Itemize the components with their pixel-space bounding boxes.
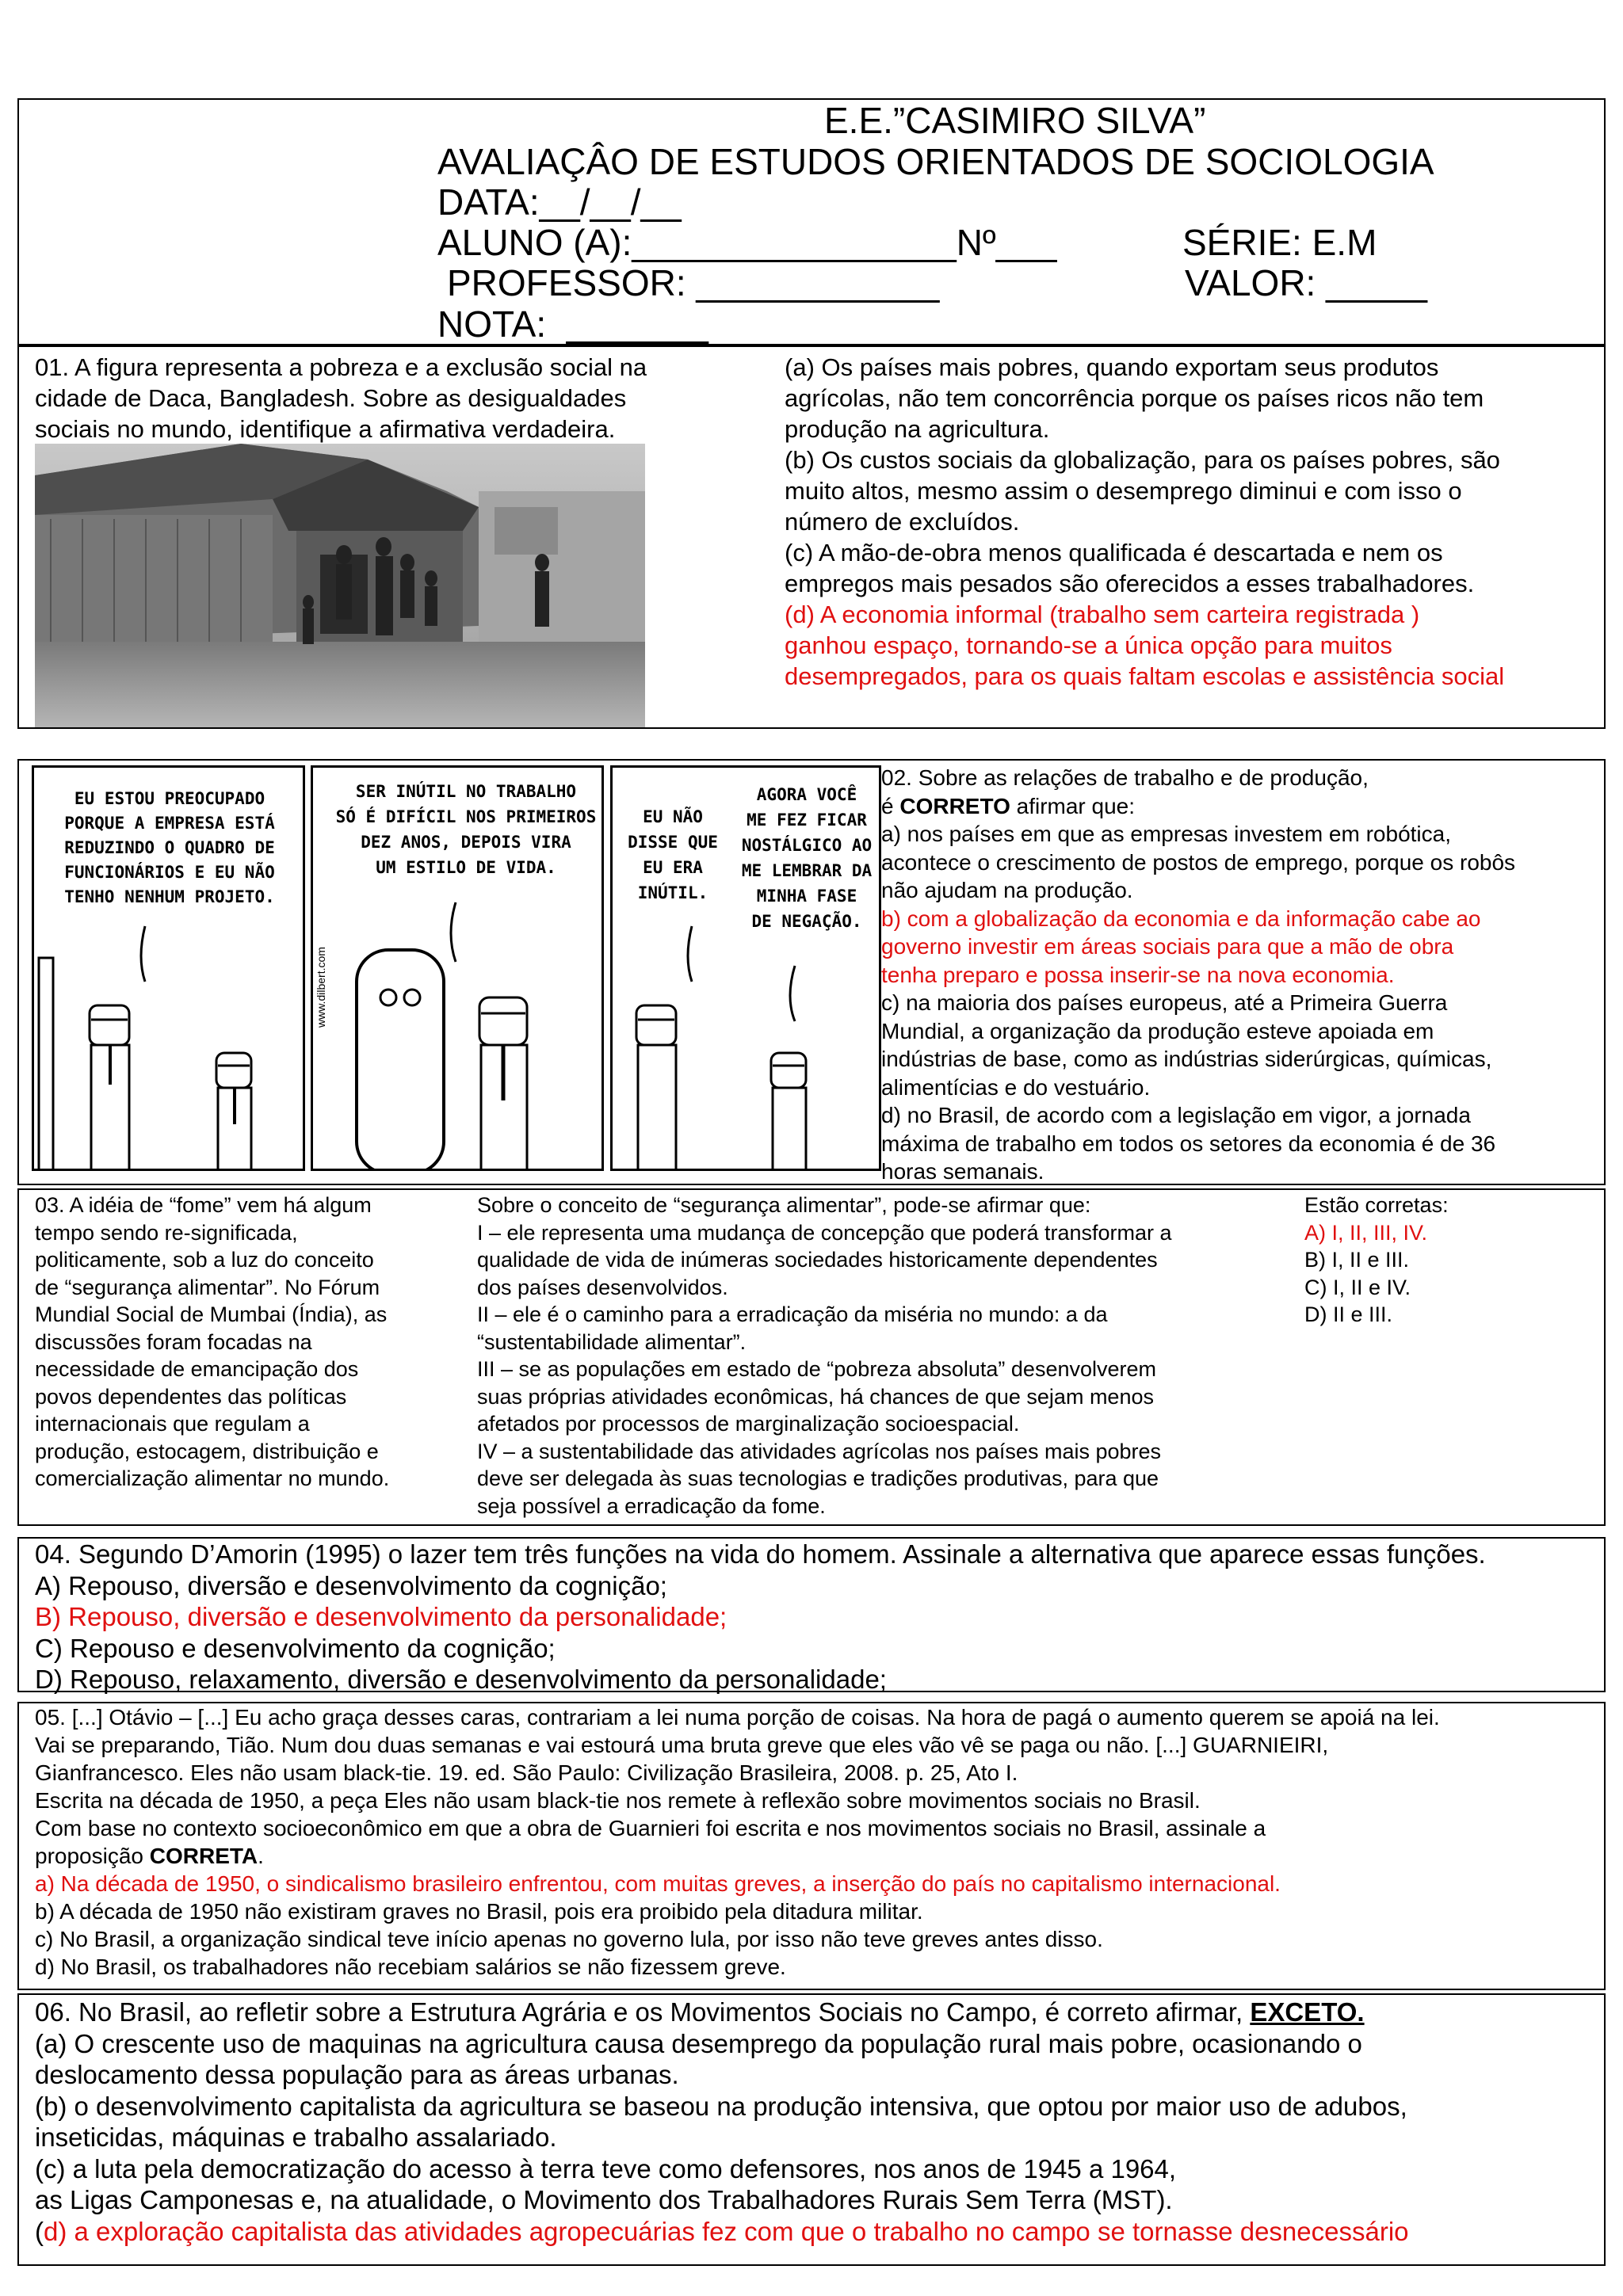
q5-stem-last — [35, 1842, 1440, 1870]
comic-panel-1 — [32, 765, 305, 1171]
q3-statement-line: II – ele é o caminho para a erradicação da miséria no mundo: a da — [477, 1302, 1108, 1326]
q4-stem: 04. Segundo D’Amorin (1995) o lazer tem três funções na vida do homem. Assinale a alternativa que aparece essas funções. — [35, 1539, 1486, 1569]
q5-line: Gianfrancesco. Eles não usam black-tie. 19. ed. São Paulo: Civilização Brasileira, 2008. p. 25, Ato I. — [35, 1760, 1018, 1785]
q5-option-d[interactable]: d) No Brasil, os trabalhadores não recebiam salários se não fizessem greve. — [35, 1955, 786, 1979]
q4-content — [35, 1539, 1486, 1695]
q3-context-line: politicamente, sob a luz do conceito — [35, 1248, 374, 1272]
comic-panel-3-text-right: AGORA VOCÊ ME FEZ FICAR NOSTÁLGICO AO ME LEMBRAR DA MINHA FASE DE NEGAÇÃO. — [741, 785, 873, 931]
q5-stem-pre: proposição — [35, 1844, 150, 1868]
q3-statement-line: qualidade de vida de inúmeras sociedades historicamente dependentes — [477, 1248, 1158, 1272]
comic-credit: www.dilbert.com — [315, 947, 327, 1028]
q3-context-line: povos dependentes das políticas — [35, 1384, 347, 1409]
q3-statement-line: “sustentabilidade alimentar”. — [477, 1329, 747, 1354]
q2-option-b-line: tenha preparo e possa inserir-se na nova economia. — [881, 962, 1395, 987]
q1-option-b-line: número de excluídos. — [785, 508, 1020, 536]
q2-option-c-line: indústrias de base, como as indústrias siderúrgicas, químicas, — [881, 1047, 1492, 1071]
q3-context-line: internacionais que regulam a — [35, 1412, 310, 1436]
q3-option-d[interactable]: D) II e III. — [1304, 1302, 1393, 1326]
q6-line: inseticidas, máquinas e trabalho assalariado. — [35, 2122, 557, 2152]
q1-option-c[interactable] — [785, 537, 1504, 599]
q2-option-b-line: b) com a globalização da economia e da informação cabe ao — [881, 906, 1481, 931]
q2-option-a-line: não ajudam na produção. — [881, 878, 1133, 902]
comic-panel-3 — [610, 765, 881, 1171]
q3-statements — [477, 1192, 1172, 1520]
q1-option-c-line: empregos mais pesados são oferecidos a esses trabalhadores. — [785, 570, 1475, 597]
q3-statement-line: III – se as populações em estado de “pobreza absoluta” desenvolverem — [477, 1357, 1157, 1381]
q4-option-d[interactable]: D) Repouso, relaxamento, diversão e desenvolvimento da personalidade; — [35, 1665, 887, 1694]
q1-option-a-line: produção na agricultura. — [785, 415, 1050, 443]
q3-context-line: 03. A idéia de “fome” vem há algum — [35, 1193, 372, 1217]
q6-stem-bold: EXCETO. — [1250, 1997, 1365, 2027]
q3-option-a-correct[interactable]: A) I, II, III, IV. — [1304, 1220, 1428, 1245]
q6-option-d-text: d) a exploração capitalista das atividades agropecuárias fez com que o trabalho no campo se tornasse desnecessário — [44, 2216, 1409, 2246]
q2-stem-pre: é — [881, 793, 900, 818]
q3-context-line: comercialização alimentar no mundo. — [35, 1466, 390, 1490]
q2-stem-bold: CORRETO — [899, 793, 1010, 818]
q1-option-b-line: (b) Os custos sociais da globalização, para os países pobres, são — [785, 446, 1500, 474]
q1-option-c-line: (c) A mão-de-obra menos qualificada é descartada e nem os — [785, 539, 1443, 566]
q1-option-d-line: desempregados, para os quais faltam escolas e assistência social — [785, 662, 1505, 690]
q1-option-d-correct[interactable] — [785, 599, 1504, 692]
q3-context-line: de “segurança alimentar”. No Fórum — [35, 1275, 380, 1299]
professor-field[interactable]: PROFESSOR: ____________ — [447, 262, 940, 303]
q2-text — [881, 764, 1515, 1186]
q6-stem-pre: 06. No Brasil, ao refletir sobre a Estrutura Agrária e os Movimentos Sociais no Campo, é correto afirmar, — [35, 1997, 1251, 2027]
q4-option-b-correct[interactable]: B) Repouso, diversão e desenvolvimento da personalidade; — [35, 1602, 727, 1631]
q2-option-d-line: d) no Brasil, de acordo com a legislação em vigor, a jornada — [881, 1103, 1471, 1127]
q2-option-a-line: acontece o crescimento de postos de emprego, porque os robôs — [881, 849, 1516, 875]
q3-statement-line: dos países desenvolvidos. — [477, 1275, 728, 1299]
q3-context-line: necessidade de emancipação dos — [35, 1357, 359, 1381]
q1-option-a[interactable] — [785, 352, 1504, 444]
q3-answers — [1304, 1192, 1449, 1329]
comic-panel-2-text: SER INÚTIL NO TRABALHO SÓ É DIFÍCIL NOS PRIMEIROS DEZ ANOS, DEPOIS VIRA UM ESTILO DE VIDA. — [335, 782, 597, 877]
q6-content — [35, 1997, 1409, 2247]
q3-statement-line: IV – a sustentabilidade das atividades agrícolas nos países mais pobres — [477, 1439, 1162, 1463]
q2-option-c[interactable] — [881, 989, 1515, 1101]
q3-context-line: Mundial Social de Mumbai (Índia), as — [35, 1302, 388, 1326]
q1-option-b[interactable] — [785, 444, 1504, 537]
q3-context-line: discussões foram focadas na — [35, 1329, 312, 1354]
q3-statement-line: I – ele representa uma mudança de concepção que poderá transformar a — [477, 1220, 1172, 1245]
school-name: E.E.”CASIMIRO SILVA” — [824, 100, 1206, 141]
q5-line: Com base no contexto socioeconômico em que a obra de Guarnieri foi escrita e nos movimentos sociais no Brasil, assinale a — [35, 1816, 1266, 1840]
q3-statement-line: afetados por processos de marginalização socioespacial. — [477, 1412, 1020, 1436]
q5-option-c[interactable]: c) No Brasil, a organização sindical teve início apenas no governo lula, por isso não teve greves antes disso. — [35, 1927, 1103, 1951]
photo-slum-daca — [35, 444, 645, 727]
q6-line: deslocamento dessa população para as áreas urbanas. — [35, 2060, 679, 2089]
q2-stem-line-2 — [881, 792, 1515, 821]
q3-option-c[interactable]: C) I, II e IV. — [1304, 1275, 1411, 1299]
q5-content — [35, 1703, 1440, 1981]
exam-title: AVALIAÇÂO DE ESTUDOS ORIENTADOS DE SOCIOLOGIA — [437, 141, 1434, 182]
grade-field[interactable]: NOTA: _______ — [437, 303, 708, 345]
q6-line: as Ligas Camponesas e, na atualidade, o Movimento dos Trabalhadores Rurais Sem Terra (MST). — [35, 2185, 1173, 2214]
q5-line: Vai se preparando, Tião. Num dou duas semanas e vai estourá uma bruta greve que eles vão vê se paga ou não. [...] GUARNIEIRI, — [35, 1733, 1329, 1757]
comic-panel-1-text: EU ESTOU PREOCUPADO PORQUE A EMPRESA ESTÁ REDUZINDO O QUADRO DE FUNCIONÁRIOS E EU NÃO TENHO NENHUM PROJETO. — [64, 789, 275, 906]
q6-option-d-paren: ( — [35, 2216, 44, 2246]
q2-stem-post: afirmar que: — [1010, 793, 1136, 818]
q3-context-line: produção, estocagem, distribuição e — [35, 1439, 379, 1463]
student-field[interactable]: ALUNO (A):________________Nº___ — [437, 222, 1057, 263]
q1-stem — [35, 352, 647, 444]
q5-stem-bold: CORRETA — [149, 1844, 258, 1868]
dilbert-comic-strip — [32, 765, 881, 1171]
q5-stem-post: . — [258, 1844, 264, 1868]
q2-option-c-line: Mundial, a organização da produção esteve apoiada em — [881, 1018, 1434, 1043]
q6-line[interactable]: (c) a luta pela democratização do acesso à terra teve como defensores, nos anos de 1945 a 1964, — [35, 2153, 1177, 2183]
q6-option-d-correct[interactable] — [35, 2216, 1409, 2248]
q6-line[interactable]: (a) O crescente uso de maquinas na agricultura causa desemprego da população rural mais pobre, ocasionando o — [35, 2028, 1362, 2058]
q3-statement-line: deve ser delegada às suas tecnologias e tradições produtivas, para que — [477, 1466, 1159, 1490]
q2-stem-line-1: 02. Sobre as relações de trabalho e de produção, — [881, 765, 1369, 790]
q6-line[interactable]: (b) o desenvolvimento capitalista da agricultura se baseou na produção intensiva, que optou por maior uso de adubos, — [35, 2091, 1407, 2121]
q2-option-a-line: a) nos países em que as empresas investem em robótica, — [881, 822, 1452, 846]
q6-stem — [35, 1997, 1409, 2028]
date-field[interactable]: DATA:__/__/__ — [437, 181, 682, 223]
q5-option-b[interactable]: b) A década de 1950 não existiram graves no Brasil, pois era proibido pela ditadura militar. — [35, 1899, 923, 1924]
value-field[interactable]: VALOR: _____ — [1185, 262, 1428, 303]
q1-option-b-line: muito altos, mesmo assim o desemprego diminui e com isso o — [785, 477, 1462, 505]
q1-stem-line: 01. A figura representa a pobreza e a exclusão social na — [35, 353, 647, 381]
comic-panel-2 — [311, 765, 604, 1171]
q1-stem-line: cidade de Daca, Bangladesh. Sobre as desigualdades — [35, 384, 627, 412]
series-field: SÉRIE: E.M — [1182, 222, 1377, 263]
q1-option-a-line: agrícolas, não tem concorrência porque os países ricos não tem — [785, 384, 1484, 412]
q1-stem-line: sociais no mundo, identifique a afirmativa verdadeira. — [35, 415, 616, 443]
q2-option-c-line: alimentícias e do vestuário. — [881, 1074, 1151, 1100]
q3-context-line: tempo sendo re-significada, — [35, 1220, 298, 1245]
q5-option-a-correct[interactable]: a) Na década de 1950, o sindicalismo brasileiro enfrentou, com muitas greves, a inserção do país no capitalismo internacional. — [35, 1871, 1281, 1896]
q1-option-d-line: ganhou espaço, tornando-se a única opção para muitos — [785, 631, 1392, 659]
comic-panel-3-text-left: EU NÃO DISSE QUE EU ERA INÚTIL. — [628, 807, 718, 902]
q3-option-b[interactable]: B) I, II e III. — [1304, 1248, 1410, 1272]
q4-option-c[interactable]: C) Repouso e desenvolvimento da cognição; — [35, 1633, 556, 1663]
q3-statement-line: suas próprias atividades econômicas, há chances de que sejam menos — [477, 1384, 1154, 1409]
q1-options — [785, 352, 1504, 692]
q4-option-a[interactable]: A) Repouso, diversão e desenvolvimento da cognição; — [35, 1570, 667, 1600]
q2-option-d[interactable] — [881, 1101, 1515, 1186]
q3-answers-title: Estão corretas: — [1304, 1193, 1449, 1217]
q2-option-c-line: c) na maioria dos países europeus, até a Primeira Guerra — [881, 990, 1448, 1015]
q1-option-a-line: (a) Os países mais pobres, quando exportam seus produtos — [785, 353, 1439, 381]
q2-option-b-line: governo investir em áreas sociais para que a mão de obra — [881, 934, 1454, 959]
q5-line: Escrita na década de 1950, a peça Eles não usam black-tie nos remete à reflexão sobre movimentos sociais no Brasil. — [35, 1788, 1201, 1813]
q2-option-d-line: máxima de trabalho em todos os setores da economia é de 36 — [881, 1131, 1496, 1156]
q2-option-d-line: horas semanais. — [881, 1159, 1044, 1184]
q2-option-b-correct[interactable] — [881, 905, 1515, 990]
q3-statement-line: seja possível a erradicação da fome. — [477, 1493, 826, 1518]
q1-option-d-line: (d) A economia informal (trabalho sem carteira registrada ) — [785, 601, 1420, 628]
q2-option-a[interactable] — [881, 820, 1515, 905]
q3-context — [35, 1192, 389, 1493]
q3-statement-line: Sobre o conceito de “segurança alimentar”, pode-se afirmar que: — [477, 1193, 1091, 1217]
q5-line: 05. [...] Otávio – [...] Eu acho graça desses caras, contrariam a lei numa porção de coisas. Na hora de pagá o aumento querem se apoiá na lei. — [35, 1705, 1440, 1730]
